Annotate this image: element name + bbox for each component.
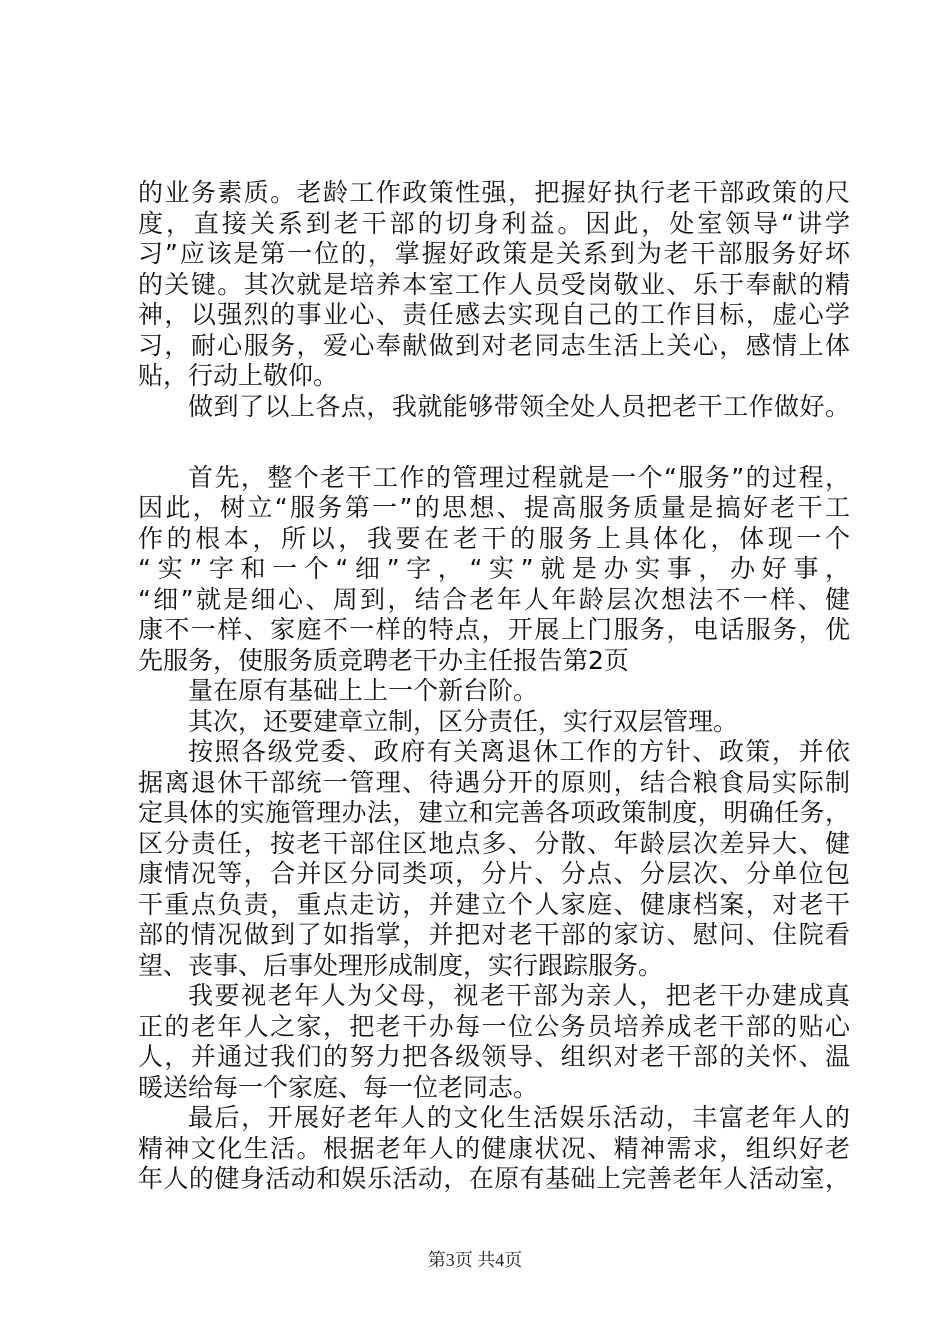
text-line: 据离退休干部统一管理、待遇分开的原则，结合粮食局实际制 [138, 767, 850, 797]
text-line: 正的老年人之家，把老干办每一位公务员培养成老干部的贴心 [138, 1011, 850, 1041]
text-line: 首先，整个老干工作的管理过程就是一个“服务”的过程， [188, 462, 850, 492]
text-line: 量在原有基础上上一个新台阶。 [188, 676, 539, 705]
text-line: 作的根本，所以，我要在老干的服务上具体化，体现一个 [138, 523, 850, 553]
text-line: 人，并通过我们的努力把各级领导、组织对老干部的关怀、温 [138, 1042, 850, 1071]
text-line: 神，以强烈的事业心、责任感去实现自己的工作目标，虚心学 [138, 300, 850, 329]
text-line: 做到了以上各点，我就能够带领全处人员把老干工作做好。 [188, 391, 850, 421]
text-line: 康不一样、家庭不一样的特点，开展上门服务，电话服务，优 [138, 615, 850, 644]
text-line: 暖送给每一个家庭、每一位老同志。 [138, 1072, 539, 1102]
text-line: 最后，开展好老年人的文化生活娱乐活动，丰富老年人的 [188, 1103, 850, 1132]
page-footer: 第3页 共4页 [427, 1250, 523, 1270]
text-line: 区分责任，按老干部住区地点多、分散、年龄层次差异大、健 [138, 828, 850, 858]
text-line: 先服务，使服务质竞聘老干办主任报告第2页 [138, 645, 629, 675]
text-line: “细”就是细心、周到，结合老年人年龄层次想法不一样、健 [138, 584, 850, 614]
text-line: 年人的健身活动和娱乐活动，在原有基础上完善老年人活动室， [138, 1164, 850, 1193]
text-line: 习”应该是第一位的，掌握好政策是关系到为老干部服务好坏 [138, 239, 850, 268]
text-line: 贴，行动上敬仰。 [138, 361, 339, 390]
text-line: 因此，树立“服务第一”的思想、提高服务质量是搞好老干工 [138, 493, 850, 522]
text-line: 的业务素质。老龄工作政策性强，把握好执行老干部政策的尺 [138, 178, 850, 207]
text-line: 望、丧事、后事处理形成制度，实行跟踪服务。 [138, 950, 664, 980]
text-line: 的关键。其次就是培养本室工作人员受岗敬业、乐于奉献的精 [138, 269, 850, 299]
blank-line [138, 422, 850, 463]
text-line: 度，直接关系到老干部的切身利益。因此，处室领导“讲学 [138, 208, 850, 238]
text-line: 部的情况做到了如指掌，并把对老干部的家访、慰问、住院看 [138, 920, 850, 949]
text-line: 其次，还要建章立制，区分责任，实行双层管理。 [188, 706, 739, 736]
body-text [138, 178, 850, 1195]
text-line: 精神文化生活。根据老年人的健康状况、精神需求，组织好老 [138, 1133, 850, 1163]
text-line: 定具体的实施管理办法，建立和完善各项政策制度，明确任务， [138, 798, 850, 827]
text-line: 我要视老年人为父母，视老干部为亲人，把老干办建成真 [188, 981, 850, 1010]
text-line: 干重点负责，重点走访，并建立个人家庭、健康档案，对老干 [138, 889, 850, 919]
text-line: 康情况等，合并区分同类项，分片、分点、分层次、分单位包 [138, 859, 850, 888]
text-line: 按照各级党委、政府有关离退休工作的方针、政策，并依 [188, 737, 850, 766]
text-line: 习，耐心服务，爱心奉献做到对老同志生活上关心，感情上体 [138, 330, 850, 360]
text-line: “实”字和一个“细”字，“实”就是办实事，办好事， [138, 554, 850, 583]
